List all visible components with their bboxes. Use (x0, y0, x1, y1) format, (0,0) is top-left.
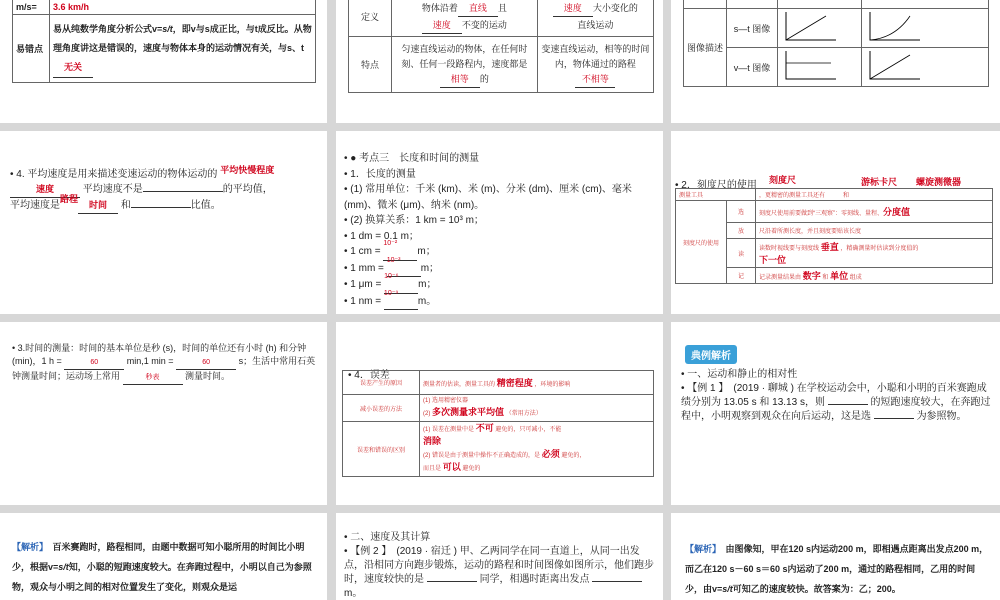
graph-description-label: 图像描述 (684, 9, 727, 87)
time-measurement-text: • 3.时间的测量：时间的基本单位是秒 (s)，时间的单位还有小时 (h) 和分钟 (min)，1 h = 60 min,1 min = 60 s；生活中常用石英钟测量时间；运动场上常用 秒表 测量时间。 (12, 342, 318, 385)
misconception-table (12, 0, 316, 83)
slide-3-graph-description (671, 0, 1000, 123)
vt-graph-label: v—t 图像 (727, 48, 778, 87)
error-reduce-text: (1) 选用精密仪器 (2) 多次测量求平均值 （常用方法） (420, 395, 654, 422)
analysis-2-text: 【解析】 由图像知，甲在120 s内运动200 m，即相遇点距离出发点200 m，而乙在120 s－60 s＝60 s内运动了200 m，通过的路程相同，乙用的时间少，由v=s/t可知乙的速度较快。故答案为：乙；200。 (685, 544, 989, 594)
feature-label: 特点 (349, 37, 392, 93)
slide-8-measurement-error (336, 322, 663, 505)
example-1-text: • 一、运动和静止的相对性 • 【例 1 】 (2019 · 聊城 ) 在学校运动会中，小聪和小明的百米赛跑成绩分别为 13.05 s 和 13.13 s，则 的短跑速度较大，在奔跑过程中，小明观察到观众在向后运动，这是选 为参照物。 (681, 369, 991, 422)
vt-graph-uniform (778, 48, 862, 87)
analysis-1-text: 【解析】 百米赛跑时，路程相同，由题中数据可知小聪所用的时间比小明少，根据v=s/t知，小聪的短跑速度较大。在奔跑过程中，小明以自己为参照物，观众与小明之间的相对位置发生了变化，则观众是运 (12, 542, 312, 592)
st-graph-label: s—t 图像 (727, 9, 778, 48)
step-record-text: 记录测量结果由 数字 和 单位 组成 (756, 268, 993, 284)
slide-5-length-measurement (336, 131, 663, 314)
variable-definition: 速度 大小变化的 直线运动 (537, 0, 653, 37)
slide-2-motion-comparison (336, 0, 663, 123)
ruler-usage-title: • 2．刻度尺的使用 (675, 180, 757, 191)
example-tag: 典例解析 (685, 345, 737, 364)
row-label-unit: m/s= (13, 0, 50, 15)
error-title: • 4．误差 (348, 370, 390, 381)
error-cause-text: 测量者的估读，测量工具的 精密程度 ，环境的影响 (420, 371, 654, 395)
ruler-usage-table (675, 188, 993, 284)
slide-4-average-speed (0, 131, 327, 314)
st-graph-variable (862, 9, 989, 48)
uniform-feature: 匀速直线运动的物体，在任何时刻、任何一段路程内，速度都是 相等 的 (392, 37, 538, 93)
step-read: 读 (727, 239, 756, 268)
uniform-definition: 物体沿着 直线 且 速度 不变的运动 (392, 0, 538, 37)
slide-11-example-2 (336, 513, 663, 600)
slide-1-speed-misconception (0, 0, 327, 123)
ruler-usage-label: 刻度尺的使用 (676, 201, 727, 284)
slide-6-ruler-usage (671, 131, 1000, 314)
variable-feature: 变速直线运动，相等的时间内，物体通过的路程 不相等 (537, 37, 653, 93)
step-read-text: 读数时视线要与刻度线 垂直 ，精确测量时估读到分度值的 下一位 (756, 239, 993, 268)
error-reduce-label: 减小误差的方法 (343, 395, 420, 422)
answer-vernier: 游标卡尺 (861, 177, 898, 187)
slide-9-example-1 (671, 322, 1000, 505)
step-record: 记 (727, 268, 756, 284)
error-table (342, 370, 654, 477)
graph-table (683, 0, 989, 87)
answer-micrometer: 螺旋测微器 (916, 177, 962, 187)
step-select: 选 (727, 201, 756, 223)
row-label-error: 易错点 (13, 15, 50, 83)
definition-label: 定义 (349, 0, 392, 37)
step-place: 放 (727, 223, 756, 239)
average-speed-text: • 4. 平均速度是用来描述变速运动的物体运动的 平均快慢程度 速度 平均速度不是 的平均值， 平均速度是路程时间 和 比值。 (10, 167, 316, 214)
error-vs-mistake-label: 误差和错误的区别 (343, 422, 420, 477)
section-heading: • ● 考点三 长度和时间的测量 (344, 153, 480, 164)
step-place-text: 尺沿着所测长度，并且刻度要贴该长度 (756, 223, 993, 239)
misconception-text: 易从纯数学角度分析公式v=s/t，即v与s成正比，与t成反比。从物理角度讲这是错误的，速度与物体本身的运动情况有关，与s、t无关 (50, 15, 316, 83)
answer-ruler: 刻度尺 (769, 175, 797, 185)
error-cause-label: 误差产生的原因 (343, 371, 420, 395)
ruler-tools-label: 测量工具 (676, 189, 756, 201)
vt-graph-variable (862, 48, 989, 87)
slide-12-analysis-2 (671, 513, 1000, 600)
st-graph-uniform (778, 9, 862, 48)
slide-10-analysis-1 (0, 513, 327, 600)
slide-7-time-measurement (0, 322, 327, 505)
error-vs-mistake-text: (1) 误差在测量中是 不可 避免的，只可减小，不能 消除 (2) 错误是由于测量中操作不正确造成的，是 必须 避免的， 而且是 可以 避免的 (420, 422, 654, 477)
motion-comparison-table (348, 0, 654, 93)
step-select-text: 刻度尺使用前要做到“三观察”：零刻线、量程、分度值 (756, 201, 993, 223)
example-2-text: • 二、速度及其计算 • 【例 2 】 (2019 · 宿迁 ) 甲、乙两同学在同一直道上，从同一出发点，沿相同方向跑步锻炼，运动的路程和时间图像如图所示，他们跑步时，速度较快的是 同学，相遇时距离出发点 m。 (344, 532, 654, 599)
length-measurement-text: • ● 考点三 长度和时间的测量 • 1．长度的测量 • (1) 常用单位：千米 (km)、米 (m)、分米 (dm)、厘米 (cm)、毫米 (mm)、微米 (μm)、纳米 (nm)。 • (2) 换算关系：1 km = 10³ m； • 1 dm = 0.1 m； • 1 cm = 10⁻² m； • 1 mm = 10⁻³ m； • 1 μm = 10⁻⁶ m； • 1 nm = 10⁻⁹ m。 (344, 151, 656, 310)
ruler-tools-text: ，更精密的测量工具还有 和 (756, 189, 993, 201)
unit-answer-cell: 3.6 km/h (50, 0, 316, 15)
